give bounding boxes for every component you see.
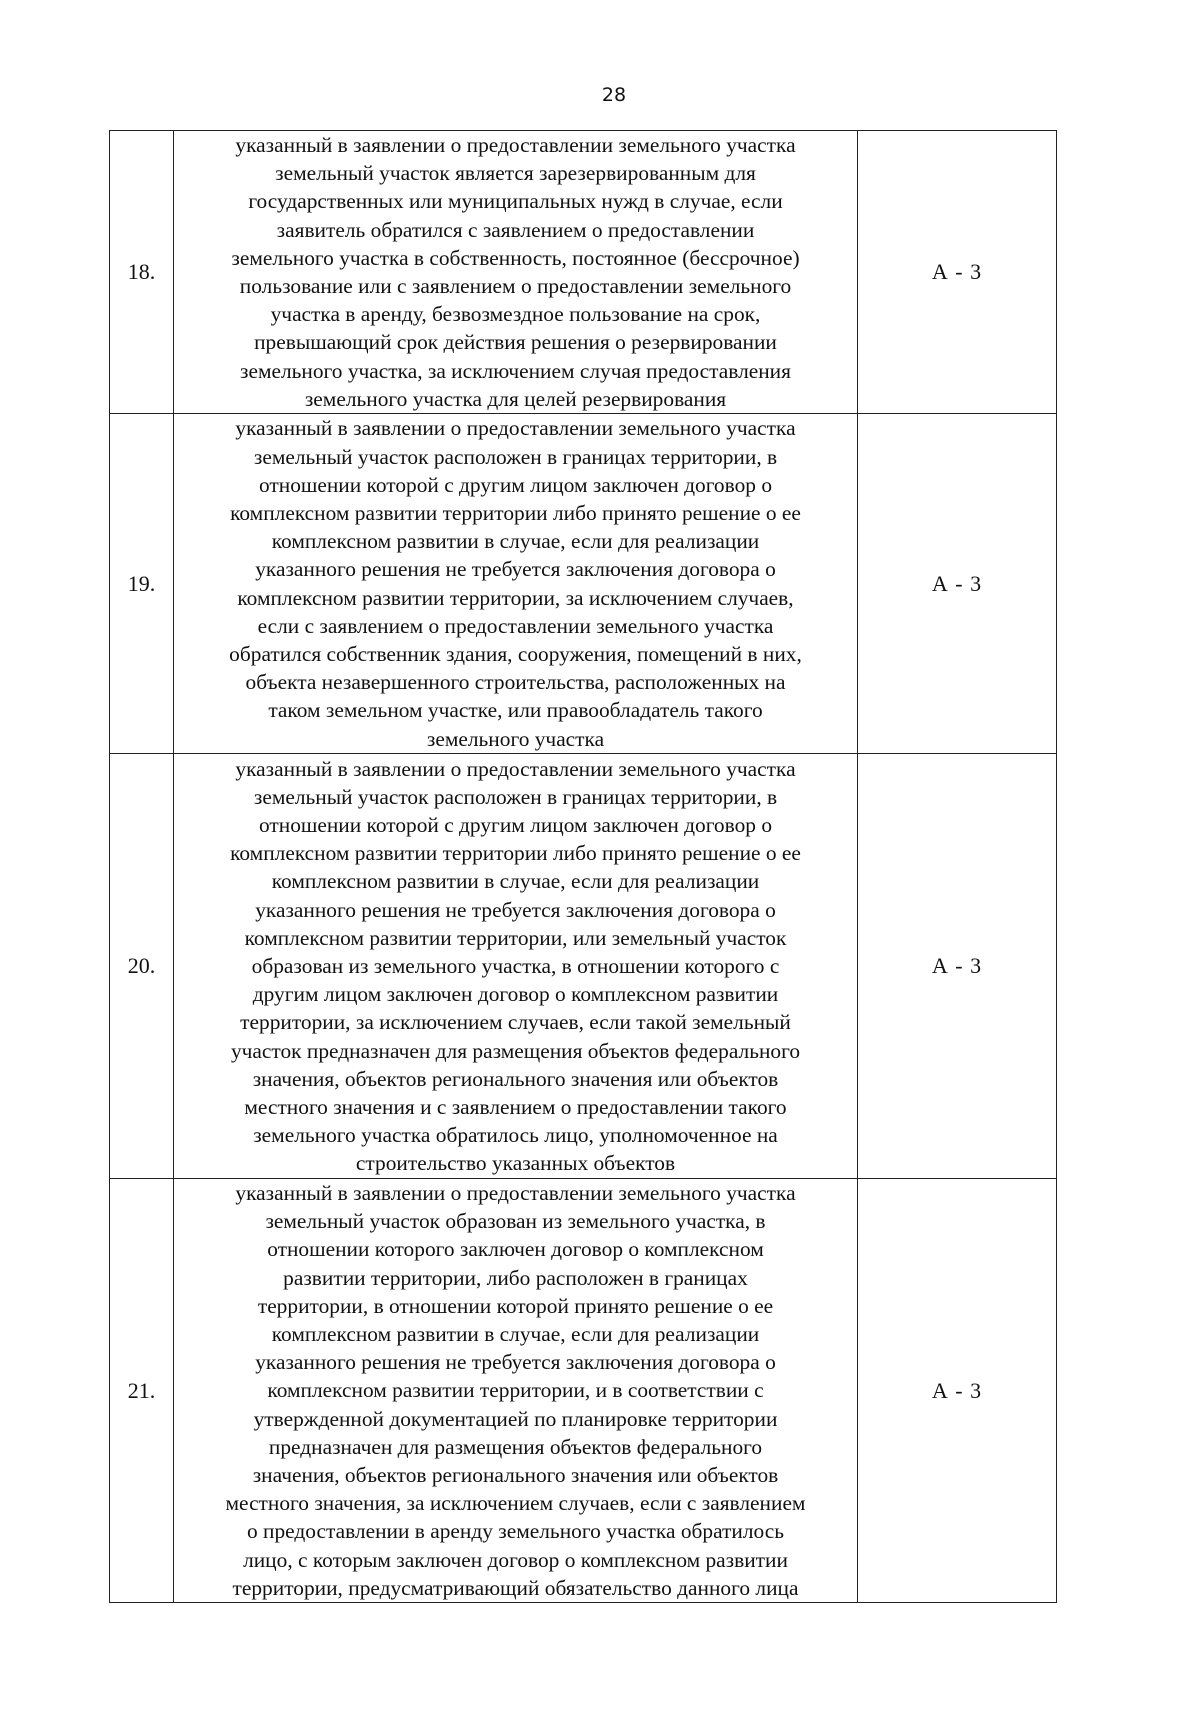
text-line: комплексном развитии территории либо принято решение о ее <box>230 841 801 866</box>
table-body <box>110 131 1057 1603</box>
table-row <box>110 414 1057 754</box>
text-line: лицо, с которым заключен договор о комплексном развитии <box>243 1547 788 1572</box>
text-line: заявитель обратился с заявлением о предоставлении <box>276 217 755 242</box>
text-line: превышающий срок действия решения о резервировании <box>254 330 777 355</box>
text-line: развитии территории, либо расположен в границах <box>283 1265 748 1290</box>
text-line: территории, за исключением случаев, если такой земельный <box>240 1010 791 1035</box>
row-number: 19. <box>110 414 174 754</box>
text-line: объекта незавершенного строительства, расположенных на <box>245 670 786 695</box>
row-text <box>174 414 858 754</box>
text-line: комплексном развитии в случае, если для реализации <box>271 529 760 554</box>
text-line: указанный в заявлении о предоставлении земельного участка <box>235 756 796 781</box>
text-line: указанного решения не требуется заключения договора о <box>255 557 776 582</box>
text-line: значения, объектов регионального значения или объектов <box>252 1463 779 1488</box>
text-line: земельного участка <box>426 726 605 751</box>
text-line: территории, в отношении которой принято решение о ее <box>257 1293 774 1318</box>
text-line: земельный участок расположен в границах территории, в <box>253 444 778 469</box>
row-number: 18. <box>110 131 174 414</box>
table-row <box>110 131 1057 414</box>
text-line: предназначен для размещения объектов федерального <box>268 1434 763 1459</box>
text-line: значения, объектов регионального значения или объектов <box>252 1066 779 1091</box>
text-line: указанный в заявлении о предоставлении земельного участка <box>235 1181 796 1206</box>
text-line: комплексном развитии территории, и в соответствии с <box>267 1378 764 1403</box>
row-number: 20. <box>110 754 174 1179</box>
text-line: территории, предусматривающий обязательство данного лица <box>232 1575 799 1600</box>
text-line: комплексном развитии в случае, если для реализации <box>271 869 760 894</box>
text-line: другим лицом заключен договор о комплексном развитии <box>252 982 779 1007</box>
row-text <box>174 1179 858 1603</box>
text-line: обратился собственник здания, сооружения, помещений в них, <box>229 641 802 666</box>
text-line: комплексном развитии в случае, если для реализации <box>271 1322 760 1347</box>
row-code: А - 3 <box>858 1179 1057 1603</box>
text-line: пользование или с заявлением о предоставлении земельного <box>239 274 792 299</box>
text-line: участок предназначен для размещения объектов федерального <box>230 1038 801 1063</box>
text-line: утвержденной документацией по планировке территории <box>253 1406 778 1431</box>
text-line: образован из земельного участка, в отношении которого с <box>251 953 780 978</box>
text-line: указанный в заявлении о предоставлении земельного участка <box>235 133 796 157</box>
text-line: таком земельном участке, или правообладатель такого <box>268 698 763 723</box>
text-line: комплексном развитии территории, или земельный участок <box>244 925 787 950</box>
text-line: отношении которой с другим лицом заключен договор о <box>258 812 773 837</box>
text-line: земельный участок является зарезервированным для <box>275 161 756 186</box>
text-line: строительство указанных объектов <box>355 1151 676 1176</box>
row-text <box>174 131 858 414</box>
text-line: комплексном развитии территории, за исключением случаев, <box>237 585 794 610</box>
text-line: местного значения, за исключением случаев, если с заявлением <box>225 1491 806 1516</box>
text-line: указанного решения не требуется заключения договора о <box>255 897 776 922</box>
table-row <box>110 754 1057 1179</box>
row-number: 21. <box>110 1179 174 1603</box>
text-line: государственных или муниципальных нужд в случае, если <box>248 189 783 214</box>
text-line: земельного участка для целей резервирования <box>304 386 727 411</box>
row-code: А - 3 <box>858 754 1057 1179</box>
row-code: А - 3 <box>858 131 1057 414</box>
row-text <box>174 754 858 1179</box>
text-line: отношении которого заключен договор о комплексном <box>267 1237 764 1262</box>
row-code: А - 3 <box>858 414 1057 754</box>
text-line: земельного участка, за исключением случая предоставления <box>240 358 791 383</box>
text-line: участка в аренду, безвозмездное пользование на срок, <box>270 302 761 327</box>
text-line: указанного решения не требуется заключения договора о <box>255 1350 776 1375</box>
table-row <box>110 1179 1057 1603</box>
text-line: земельный участок образован из земельного участка, в <box>265 1209 766 1234</box>
text-line: о предоставлении в аренду земельного участка обратилось <box>247 1519 784 1544</box>
text-line: местного значения и с заявлением о предоставлении такого <box>244 1094 787 1119</box>
text-line: комплексном развитии территории либо принято решение о ее <box>230 500 801 525</box>
text-line: если с заявлением о предоставлении земельного участка <box>257 613 774 638</box>
text-line: земельный участок расположен в границах территории, в <box>253 784 778 809</box>
requirements-table <box>109 130 1057 1603</box>
text-line: земельного участка в собственность, постоянное (бессрочное) <box>231 245 800 270</box>
text-line: земельного участка обратилось лицо, уполномоченное на <box>253 1123 778 1148</box>
text-line: отношении которой с другим лицом заключен договор о <box>258 472 773 497</box>
text-line: указанный в заявлении о предоставлении земельного участка <box>235 416 796 441</box>
page-number: 28 <box>601 84 627 106</box>
